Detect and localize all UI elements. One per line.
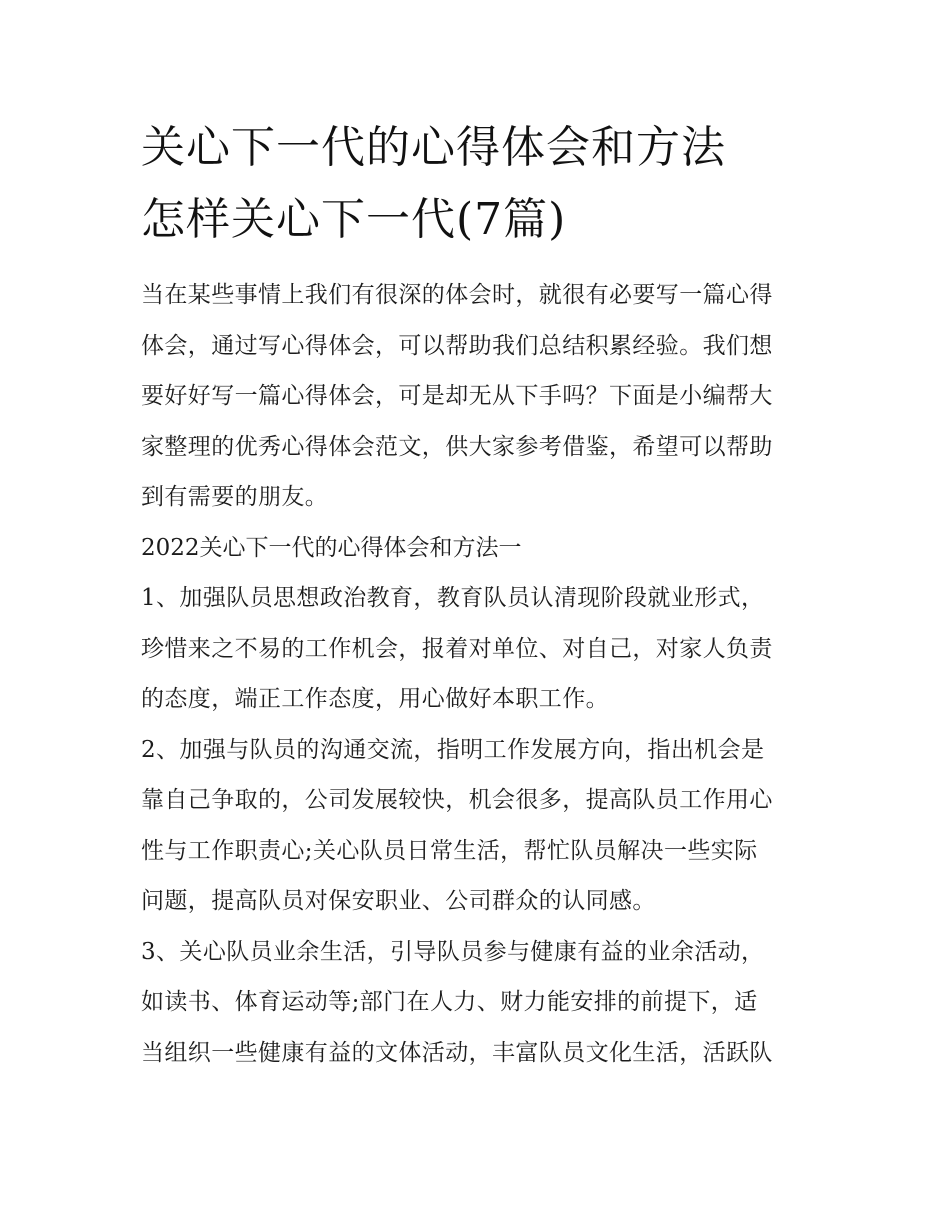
section-heading: 2022关心下一代的心得体会和方法一 [141, 534, 522, 561]
item-line: 当组织一些健康有益的文体活动，丰富队员文化生活，活跃队 [141, 1039, 773, 1066]
item-line: 3、关心队员业余生活，引导队员参与健康有益的业余活动， [141, 938, 765, 965]
intro-line: 当在某些事情上我们有很深的体会时，就很有必要写一篇心得 [141, 282, 773, 308]
list-item-3 [141, 927, 821, 1079]
item-line: 珍惜来之不易的工作机会，报着对单位、对自己，对家人负责 [141, 635, 773, 662]
intro-line: 家整理的优秀心得体会范文，供大家参考借鉴，希望可以帮助 [141, 433, 773, 460]
item-line: 的态度，端正工作态度，用心做好本职工作。 [141, 686, 609, 712]
intro-line: 到有需要的朋友。 [141, 484, 329, 510]
title-line-2: 怎样关心下一代(7篇) [141, 194, 567, 245]
item-line: 问题，提高队员对保安职业、公司群众的认同感。 [141, 888, 656, 914]
intro-line: 体会，通过写心得体会，可以帮助我们总结积累经验。我们想 [141, 332, 773, 359]
item-line: 2、加强与队员的沟通交流，指明工作发展方向，指出机会是 [141, 736, 765, 763]
item-line: 靠自己争取的，公司发展较快，机会很多，提高队员工作用心 [141, 787, 773, 813]
item-line: 性与工作职责心;关心队员日常生活，帮忙队员解决一些实际 [141, 837, 758, 864]
document-page [141, 112, 821, 1078]
document-title [141, 112, 821, 256]
item-line: 1、加强队员思想政治教育，教育队员认清现阶段就业形式， [141, 585, 765, 611]
list-item-2 [141, 725, 821, 927]
item-line: 如读书、体育运动等;部门在人力、财力能安排的前提下，适 [141, 989, 758, 1015]
intro-paragraph [141, 270, 821, 523]
intro-line: 要好好写一篇心得体会，可是却无从下手吗？下面是小编帮大 [141, 383, 773, 409]
list-item-1 [141, 573, 821, 725]
title-line-1: 关心下一代的心得体会和方法 [141, 122, 726, 173]
